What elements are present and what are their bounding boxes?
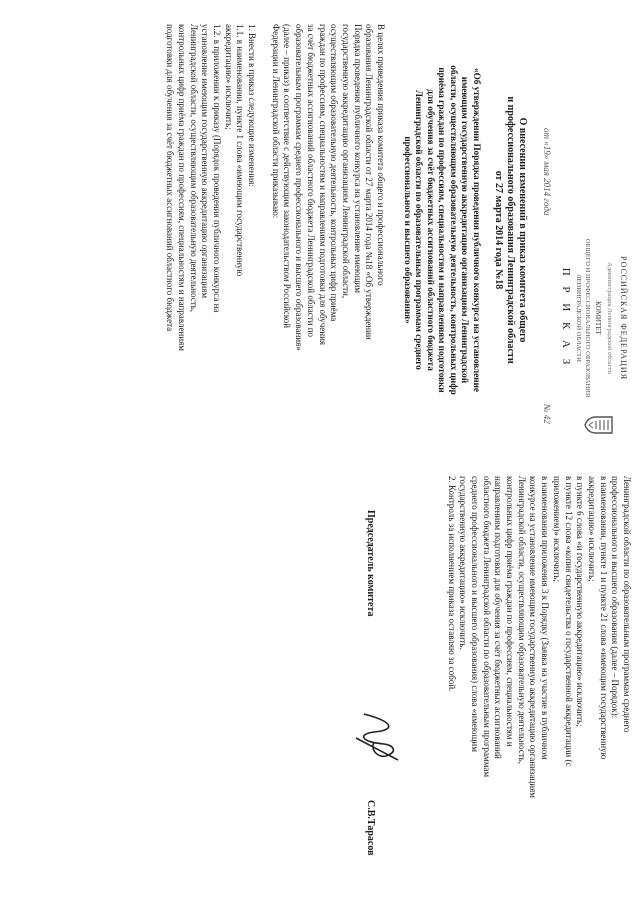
text-line: Ленинградской области, осуществляющим образовательную деятельность, [188, 24, 199, 313]
order-date: от «19» мая 2014 года [542, 128, 552, 216]
text-line: приложением)» исключить; [551, 476, 562, 583]
text-line: граждан по профессиям, специальностям и направлениям подготовки для обучения [317, 24, 328, 346]
text-line: образования Ленинградской области от 27 марта 2014 года №18 «Об утверждении [364, 24, 375, 340]
header-committee: КОМИТЕТ [594, 301, 602, 335]
page-one [0, 10, 640, 440]
text-line: аккредитацию» исключить; [223, 24, 234, 130]
subtitle-line: профессионального и высшего образования» [403, 136, 413, 324]
continuation-paragraph [445, 476, 632, 896]
header-government: Администрация Ленинградской области [606, 262, 613, 374]
text-line: установление имеющим государственную аккредитацию организациям [200, 24, 211, 299]
text-line: Федерации и Ленинградской области приказываю: [270, 24, 281, 219]
text-line: Ленинградской области, осуществляющим образовательную деятельность, [516, 476, 527, 765]
signature-title: Председатель комитета [365, 510, 376, 617]
text-line: 1.2. в приложении к приказу (Порядок проведения публичного конкурса на [211, 24, 222, 313]
text-line: конкурсе на установление имеющим государственную аккредитацию организациям [528, 476, 539, 798]
page-two [0, 470, 640, 900]
signature-name: С.В.Тарасов [365, 800, 376, 856]
text-line: 2. Контроль за исполнением приказа оставляю за собой. [446, 476, 457, 692]
text-line: образовательным программам среднего профессионального и высшего образования» [294, 24, 305, 351]
text-line: осуществляющим образовательную деятельность, контрольных цифр приёма [329, 24, 340, 322]
text-line: В целях приведения приказа комитета общего и профессионального [376, 24, 386, 286]
subtitle-line: для обучения за счёт бюджетных ассигнований областного бюджета [426, 89, 436, 371]
header-org-name: ОБЩЕГО И ПРОФЕССИОНАЛЬНОГО ОБРАЗОВАНИЯ ЛЕНИНГРАДСКОЙ ОБЛАСТИ [575, 238, 591, 398]
subtitle-line: «Об утверждении Порядка проведения публичного конкурса на установление [472, 68, 482, 392]
title-line: от 27 марта 2014 года №18 [493, 170, 504, 290]
title-line: О внесении изменений в приказ комитета общего [517, 117, 528, 343]
coat-of-arms-icon [584, 414, 614, 436]
subtitle-line: области, осуществляющим образовательную деятельность, контрольных цифр [449, 65, 459, 395]
text-line: контрольных цифр приёма граждан по профессиям, специальностям и [505, 476, 516, 747]
text-line: в наименовании приложения 3 к Порядку (Заявка на участие в публичном [540, 476, 551, 760]
text-line: государственную аккредитацию» исключить. [458, 476, 469, 650]
text-line: 1.1. в наименовании, пункте 1 слова «имеющим государственную [235, 24, 246, 277]
subtitle-line: Ленинградской области по образовательным программам среднего [414, 90, 425, 370]
text-line: (далее – приказ) в соответствие с действующим законодательством Российской [282, 24, 293, 329]
order-number: № 42 [542, 404, 552, 424]
text-line: контрольных цифр приёма граждан по профессиям, специальностям и направлениям [176, 24, 187, 351]
text-line: подготовки для обучения за счёт бюджетных ассигнований областного бюджета [165, 24, 176, 332]
text-line: Порядка проведения публичного конкурса на установление имеющим [352, 24, 363, 294]
text-line: среднего профессионального и высшего образования) слова «имеющим [470, 476, 481, 752]
text-line: профессионального и высшего образования (далее – Порядок): [610, 476, 621, 719]
text-line: областного бюджета Ленинградской области по образовательным программам [481, 476, 492, 778]
document-type: П Р И К А З [560, 267, 572, 369]
header-state: РОССИЙСКАЯ ФЕДЕРАЦИЯ [619, 255, 628, 381]
text-line: Ленинградской области по образовательным программам среднего [622, 476, 632, 733]
subtitle-line: имеющим государственную аккредитацию организациям Ленинградской [460, 76, 471, 384]
text-line: в пункте 12 слова «копия свидетельства о государственной аккредитации (с [563, 476, 574, 767]
text-line: за счёт бюджетных ассигнований областного бюджета Ленинградской области по [305, 24, 316, 338]
preamble-paragraph [269, 24, 386, 436]
text-line: государственную аккредитацию организациям Ленинградской области, [340, 24, 351, 299]
signature-icon [350, 708, 404, 768]
text-line: направлениям подготовки для обучения за счёт бюджетных ассигнований [493, 476, 504, 759]
subtitle-line: приёма граждан по профессиям, специальностям и направлениям подготовки [437, 67, 448, 393]
text-line: в наименовании, пункте 1 и пункте 21 слова «имеющим государственную [598, 476, 609, 760]
item-one-paragraph [164, 24, 258, 436]
text-line: аккредитацию» исключить; [586, 476, 597, 582]
text-line: 1. Внести в приказ следующие изменения: [247, 24, 257, 187]
text-line: в пункте 6 слова «и государственную аккредитацию» исключить; [575, 476, 586, 727]
title-line: и профессионального образования Ленинградской области [505, 96, 516, 364]
